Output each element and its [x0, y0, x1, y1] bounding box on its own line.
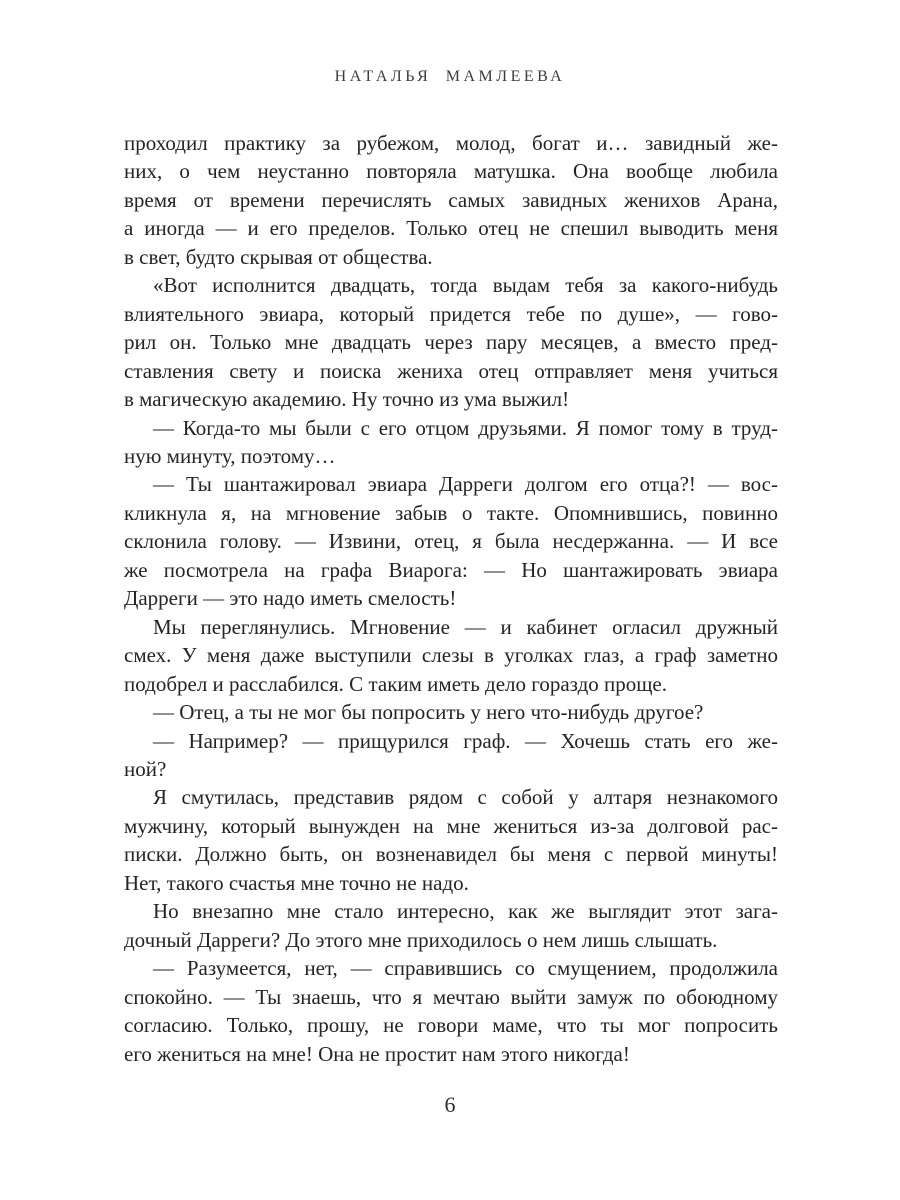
text-line: кликнула я, на мгновение забыв о такте. Опомнившись, повинно: [124, 500, 778, 525]
text-line: Нет, такого счастья мне точно не надо.: [124, 870, 469, 895]
text-line: а иногда — и его пределов. Только отец не спешил выводить меня: [124, 216, 778, 241]
text-line: — Ты шантажировал эвиара Дарреги долгом его отца?! — вос-: [153, 472, 778, 497]
text-line: — Отец, а ты не мог бы попросить у него что-нибудь другое?: [153, 700, 704, 725]
text-line: — Когда-то мы были с его отцом друзьями. Я помог тому в труд-: [153, 415, 778, 440]
text-line: спокойно. — Ты знаешь, что я мечтаю выйти замуж по обоюдному: [124, 984, 778, 1009]
text-line: же посмотрела на графа Виарога: — Но шантажировать эвиара: [124, 557, 778, 582]
text-line: мужчину, который вынужден на мне жениться из-за долговой рас-: [124, 813, 778, 838]
text-line: рил он. Только мне двадцать через пару месяцев, а вместо пред-: [124, 330, 778, 355]
text-line: его жениться на мне! Она не простит нам этого никогда!: [124, 1041, 630, 1066]
text-line: них, о чем неустанно повторяла матушка. Она вообще любила: [124, 159, 778, 184]
text-line: в магическую академию. Ну точно из ума выжил!: [124, 387, 570, 412]
text-line: ставления свету и поиска жениха отец отправляет меня учиться: [124, 358, 778, 383]
text-line: проходил практику за рубежом, молод, богат и… завидный же-: [124, 131, 778, 155]
text-line: смех. У меня даже выступили слезы в уголках глаз, а граф заметно: [124, 643, 778, 668]
text-line: — Разумеется, нет, — справившись со смущением, продолжила: [153, 956, 778, 981]
text-line: согласию. Только, прошу, не говори маме, что ты мог попросить: [124, 1013, 778, 1038]
text-line: влиятельного эвиара, который придется тебе по душе», — гово-: [124, 301, 778, 326]
text-line: подобрел и расслабился. С таким иметь дело гораздо проще.: [124, 671, 668, 696]
text-block: [124, 129, 778, 1068]
text-line: писки. Должно быть, он возненавидел бы меня с первой минуты!: [124, 842, 778, 867]
text-line: Мы переглянулись. Мгновение — и кабинет огласил дружный: [153, 614, 778, 639]
text-line: время от времени перечислять самых завидных женихов Арана,: [124, 187, 778, 212]
text-line: Дарреги — это надо иметь смелость!: [124, 586, 457, 611]
text-line: в свет, будто скрывая от общества.: [124, 244, 433, 269]
text-line: ной?: [124, 756, 167, 781]
text-line: — Например? — прищурился граф. — Хочешь стать его же-: [153, 728, 778, 753]
text-line: дочный Дарреги? До этого мне приходилось о нем лишь слышать.: [124, 927, 718, 952]
text-line: Но внезапно мне стало интересно, как же выглядит этот зага-: [153, 899, 778, 924]
text-line: склонила голову. — Извини, отец, я была несдержанна. — И все: [124, 529, 778, 554]
text-line: «Вот исполнится двадцать, тогда выдам тебя за какого-нибудь: [153, 273, 778, 298]
text-line: ную минуту, поэтому…: [124, 443, 336, 468]
running-header-author: НАТАЛЬЯ МАМЛЕЕВА: [334, 68, 566, 85]
text-line: Я смутилась, представив рядом с собой у алтаря незнакомого: [153, 785, 778, 810]
page-number: 6: [444, 1092, 456, 1117]
